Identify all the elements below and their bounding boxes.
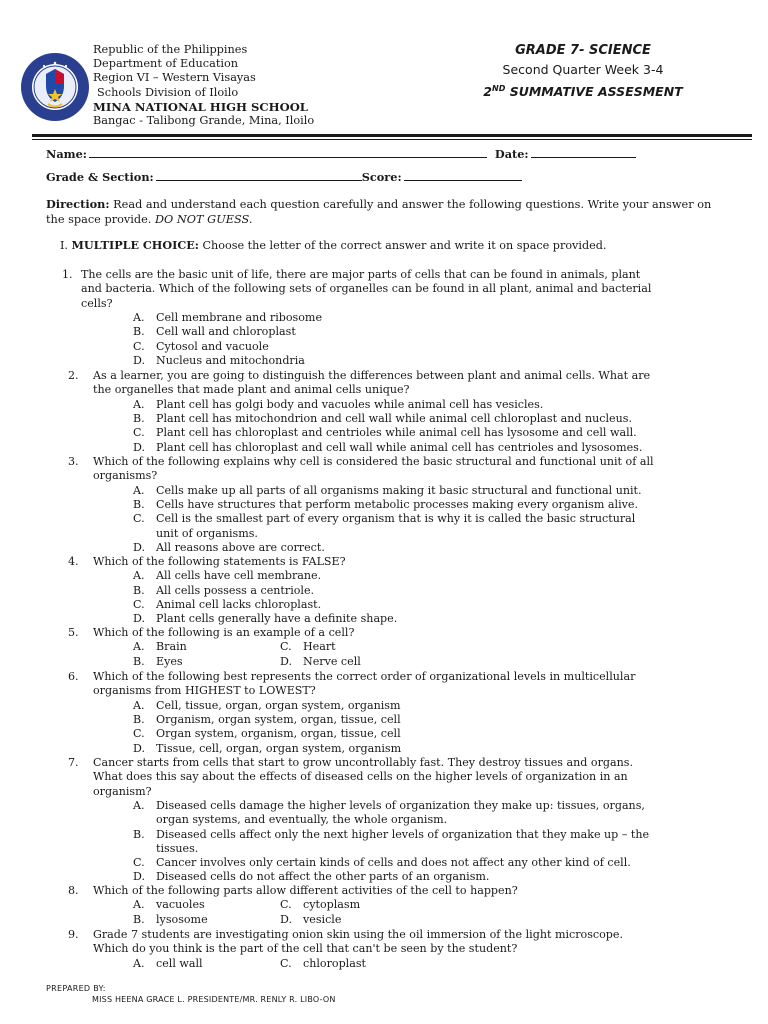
option-text: Cells have structures that perform metabolic processes making every organism alive. [156, 497, 638, 511]
question-number: 4. [68, 555, 79, 568]
question-stem-line: The cells are the basic unit of life, there are major parts of cells that can be found in animals, plant [81, 268, 641, 281]
question-number: 9. [68, 928, 79, 941]
subject-title: GRADE 7- SCIENCE [515, 43, 651, 58]
quarter-text: Second Quarter Week 3-4 [502, 62, 664, 77]
option-letter: C. [280, 956, 292, 970]
option-text: Animal cell lacks chloroplast. [156, 597, 322, 611]
option-text: lysosome [156, 912, 208, 926]
question-number: 1. [62, 268, 73, 281]
option-text: Eyes [156, 654, 183, 668]
question-stem-line: Cancer starts from cells that start to grow uncontrollably fast. They destroy tissues and organs. [93, 756, 633, 769]
question-stem-line: organisms from HIGHEST to LOWEST? [93, 684, 316, 698]
option-letter: C. [280, 640, 292, 654]
option-text: Plant cell has chloroplast and cell wall while animal cell has centrioles and lysosomes. [156, 440, 643, 454]
option-letter: B. [133, 912, 145, 926]
option-text: Diseased cells damage the higher levels of organization they make up: tissues, organs, [156, 798, 645, 812]
department-text: Department of Education [93, 57, 239, 71]
option-letter: D. [133, 870, 146, 884]
option-letter: A. [133, 956, 145, 970]
score-label: Score: [361, 170, 402, 184]
option-text: Cell is the smallest part of every organism that is why it is called the basic structural [156, 512, 636, 526]
question-stem-line: organism? [93, 784, 152, 798]
option-letter: D. [280, 654, 293, 668]
republic-text: Republic of the Philippines [93, 43, 248, 56]
option-letter: D. [280, 912, 293, 926]
score-blank[interactable] [404, 169, 522, 181]
option-letter: B. [133, 411, 145, 425]
direction-paragraph [46, 197, 726, 227]
question-number: 7. [68, 756, 79, 769]
date-blank[interactable] [531, 146, 636, 158]
option-text: Cells make up all parts of all organisms making it basic structural and functional unit. [156, 483, 642, 497]
option-letter: B. [133, 712, 145, 726]
option-text: Heart [303, 640, 336, 654]
header-divider-thick [32, 134, 752, 137]
date-label: Date: [494, 147, 529, 161]
question-stem-line: cells? [81, 296, 113, 310]
direction-emphasis: DO NOT GUESS. [155, 213, 253, 226]
question-number: 8. [68, 884, 79, 897]
option-letter: A. [133, 640, 145, 654]
grade-score-row [46, 169, 522, 184]
option-text: Plant cell has mitochondrion and cell wall while animal cell chloroplast and nucleus. [156, 411, 632, 425]
option-text: vesicle [303, 912, 342, 926]
option-text: Plant cell has golgi body and vacuoles while animal cell has vesicles. [156, 397, 544, 411]
option-letter: D. [133, 353, 146, 367]
question-stem-line: Which do you think is the part of the cell that can't be seen by the student? [93, 942, 518, 956]
option-text: Organism, organ system, organ, tissue, cell [156, 712, 401, 726]
option-text: Organ system, organism, organ, tissue, cell [156, 727, 401, 741]
option-letter: A. [133, 483, 145, 497]
name-blank[interactable] [89, 146, 487, 158]
deped-seal-logo [20, 52, 90, 122]
option-text: All reasons above are correct. [156, 540, 325, 554]
exam-number: 2 [483, 84, 492, 99]
option-text: Cytosol and vacuole [156, 339, 269, 353]
option-text: Diseased cells do not affect the other parts of an organism. [156, 870, 490, 884]
exam-suffix: ND [492, 84, 506, 93]
question-number: 5. [68, 626, 79, 639]
question-stem-line: organisms? [93, 469, 158, 483]
direction-label: Direction: [46, 197, 110, 211]
section-number: I. [60, 239, 68, 252]
exam-title-block [458, 41, 708, 101]
option-letter: D. [133, 440, 146, 454]
question-stem-line: Which of the following best represents the correct order of organizational levels in multicellular [93, 670, 636, 683]
division-text: Schools Division of Iloilo [97, 85, 239, 99]
section-instructions: Choose the letter of the correct answer and write it on space provided. [202, 239, 607, 252]
region-text: Region VI – Western Visayas [93, 71, 256, 85]
question-number: 2. [68, 369, 79, 382]
school-address: Bangac - Talibong Grande, Mina, Iloilo [93, 114, 315, 128]
option-letter: C. [280, 898, 292, 912]
school-info [93, 43, 314, 128]
option-text: Nerve cell [303, 654, 361, 668]
option-text: tissues. [156, 841, 199, 855]
option-letter: C. [133, 856, 145, 870]
option-text: vacuoles [156, 898, 205, 912]
option-text: Plant cells generally have a definite shape. [156, 612, 398, 626]
section-heading [60, 238, 606, 253]
option-letter: C. [133, 512, 145, 526]
option-text: cytoplasm [303, 898, 361, 912]
option-text: Cell, tissue, organ, organ system, organism [156, 698, 401, 712]
exam-name: SUMMATIVE ASSESMENT [509, 84, 683, 99]
option-text: All cells have cell membrane. [156, 569, 322, 583]
option-letter: B. [133, 497, 145, 511]
option-letter: C. [133, 339, 145, 353]
option-text: Cell membrane and ribosome [156, 310, 323, 324]
name-date-row [46, 146, 636, 161]
option-text: Tissue, cell, organ, organ system, organism [156, 741, 402, 755]
option-letter: A. [133, 898, 145, 912]
option-letter: C. [133, 426, 145, 440]
option-text: chloroplast [303, 956, 366, 970]
question-stem-line: Which of the following statements is FALSE? [93, 555, 346, 568]
option-letter: A. [133, 798, 145, 812]
header-divider-thin [32, 139, 752, 140]
school-name: MINA NATIONAL HIGH SCHOOL [93, 99, 308, 114]
option-letter: B. [133, 325, 145, 339]
option-text: Cell wall and chloroplast [156, 325, 296, 339]
option-text: Nucleus and mitochondria [156, 353, 305, 367]
grade-section-blank[interactable] [156, 169, 362, 181]
prepared-by-label: PREPARED BY: [46, 984, 106, 993]
option-text: Brain [156, 640, 187, 654]
exam-title [458, 79, 708, 101]
option-letter: D. [133, 540, 146, 554]
question-stem-line: Which of the following is an example of a cell? [93, 626, 355, 639]
question-stem-line: the organelles that made plant and animal cells unique? [93, 383, 410, 397]
question-stem-line: As a learner, you are going to distinguish the differences between plant and animal cells. What are [93, 369, 651, 382]
option-letter: A. [133, 569, 145, 583]
preparers-names: MISS HEENA GRACE L. PRESIDENTE/MR. RENLY R. LIBO-ON [92, 995, 336, 1004]
name-label: Name: [46, 147, 87, 161]
question-stem-line: What does this say about the effects of diseased cells on the higher levels of organization in an [93, 770, 628, 784]
option-letter: B. [133, 583, 145, 597]
section-label: MULTIPLE CHOICE: [71, 238, 199, 252]
question-number: 6. [68, 670, 79, 683]
option-text: unit of organisms. [156, 526, 258, 540]
option-letter: B. [133, 827, 145, 841]
option-text: cell wall [156, 956, 203, 970]
question-number: 3. [68, 455, 79, 468]
option-letter: C. [133, 727, 145, 741]
option-letter: D. [133, 741, 146, 755]
option-letter: B. [133, 654, 145, 668]
option-text: organ systems, and eventually, the whole organism. [156, 813, 448, 827]
option-text: Cancer involves only certain kinds of cells and does not affect any other kind of cell. [156, 856, 631, 870]
option-letter: C. [133, 597, 145, 611]
question-stem-line: Which of the following explains why cell is considered the basic structural and functional unit of all [93, 455, 654, 468]
question-stem-line: Which of the following parts allow different activities of the cell to happen? [93, 884, 518, 897]
option-text: All cells possess a centriole. [156, 583, 315, 597]
option-text: Diseased cells affect only the next higher levels of organization that they make up – the [156, 827, 650, 841]
question-stem-line: Grade 7 students are investigating onion skin using the oil immersion of the light microscope. [93, 928, 624, 941]
question-stem-line: and bacteria. Which of the following sets of organelles can be found in all plant, animal and bacterial [81, 282, 652, 296]
grade-section-label: Grade & Section: [46, 170, 154, 184]
option-letter: A. [133, 698, 145, 712]
direction-text: Read and understand each question carefully and answer the following questions. Write your answer on the space provide. [46, 198, 712, 226]
option-text: Plant cell has chloroplast and centrioles while animal cell has lysosome and cell wall. [156, 426, 637, 440]
option-letter: D. [133, 612, 146, 626]
option-letter: A. [133, 310, 145, 324]
option-letter: A. [133, 397, 145, 411]
